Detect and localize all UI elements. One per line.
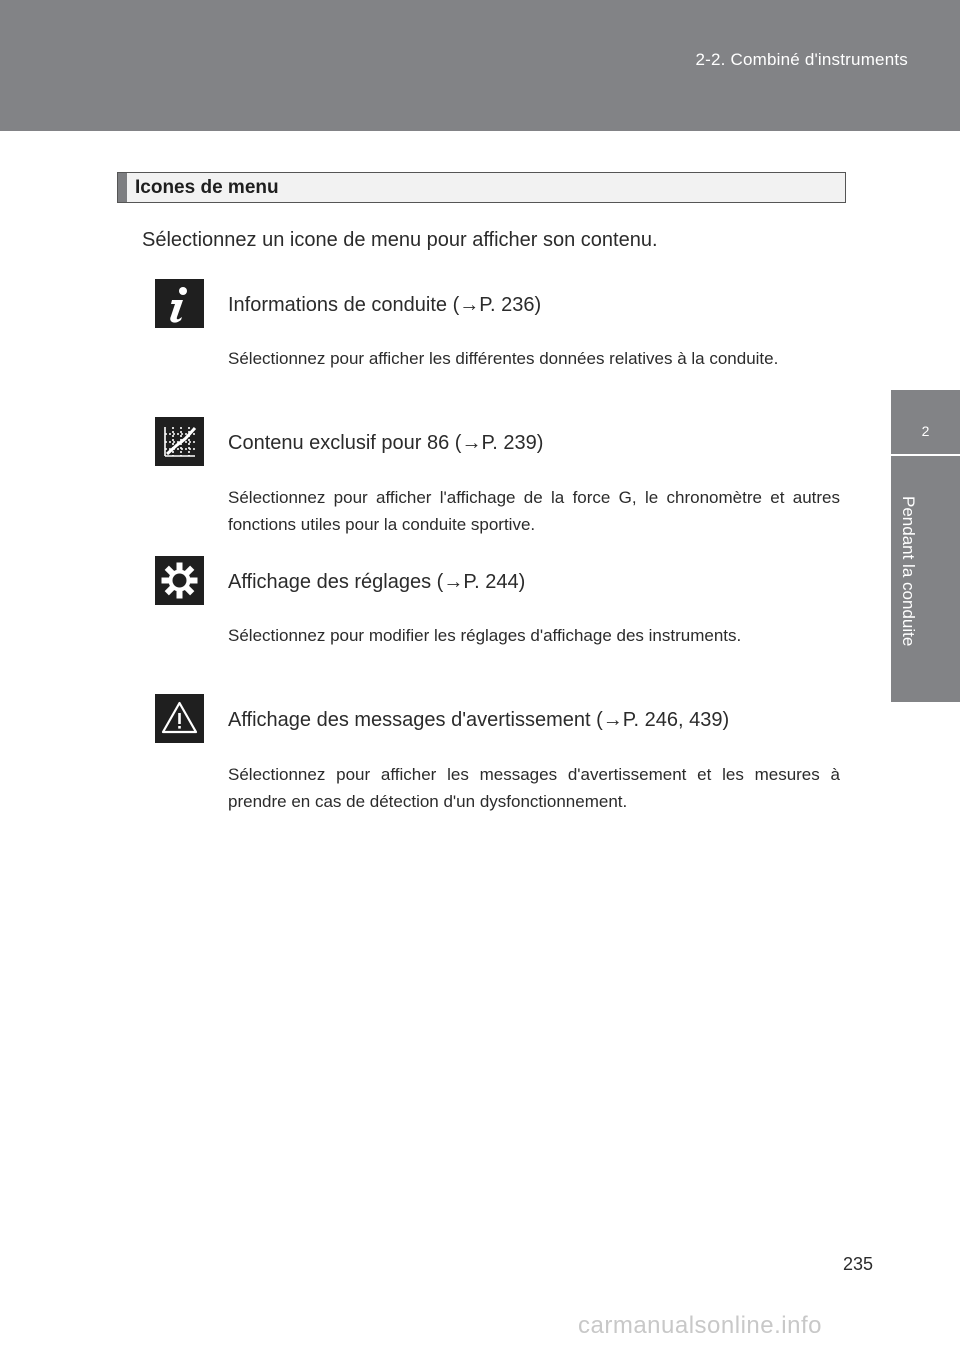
warning-icon <box>155 694 204 743</box>
menu-item-desc-exclusive-content: Sélectionnez pour afficher l'affichage de la force G, le chronomètre et autres fonctions utiles pour la conduite sportive. <box>228 488 840 534</box>
page-reference-link[interactable]: P. 246, 439) <box>622 709 730 731</box>
item-title-text: Affichage des messages d'avertissement ( <box>228 709 603 731</box>
grid-graph-icon <box>155 417 204 466</box>
menu-item-title-exclusive-content <box>228 432 543 455</box>
item-title-text: Affichage des réglages ( <box>228 571 444 593</box>
page-reference-link[interactable]: P. 239) <box>481 432 544 454</box>
info-icon <box>155 279 204 328</box>
intro-text: Sélectionnez un icone de menu pour afficher son contenu. <box>142 229 658 251</box>
page-number: 235 <box>843 1254 874 1274</box>
item-title-text: Contenu exclusif pour 86 ( <box>228 432 462 454</box>
chapter-section-title: 2-2. Combiné d'instruments <box>695 50 908 69</box>
heading-accent-bar <box>118 173 127 202</box>
menu-item-desc-driving-info: Sélectionnez pour afficher les différentes données relatives à la conduite. <box>228 349 779 368</box>
arrow-icon: → <box>602 709 623 731</box>
section-title: Icones de menu <box>135 177 279 198</box>
menu-item-title-settings <box>228 571 525 594</box>
chapter-label: Pendant la conduite <box>899 496 918 647</box>
menu-item-desc-warnings: Sélectionnez pour afficher les messages d'avertissement et les mesures à prendre en cas de détection d'un dysfonctionnement. <box>228 765 840 811</box>
item-title-text: Informations de conduite ( <box>228 294 460 316</box>
menu-item-desc-settings: Sélectionnez pour modifier les réglages d'affichage des instruments. <box>228 626 742 645</box>
chapter-number: 2 <box>921 423 930 439</box>
header-bar <box>0 0 960 131</box>
gear-icon <box>155 556 204 605</box>
page-reference-link[interactable]: P. 244) <box>463 571 526 593</box>
page-reference-link[interactable]: P. 236) <box>479 294 542 316</box>
chapter-side-tab <box>891 390 960 702</box>
menu-item-title-warnings <box>228 709 729 732</box>
watermark: carmanualsonline.info <box>578 1312 822 1339</box>
menu-item-title-driving-info <box>228 294 541 317</box>
section-heading <box>117 172 846 203</box>
arrow-icon: → <box>459 294 480 316</box>
arrow-icon: → <box>461 432 482 454</box>
side-tab-divider <box>891 454 960 456</box>
arrow-icon: → <box>443 571 464 593</box>
